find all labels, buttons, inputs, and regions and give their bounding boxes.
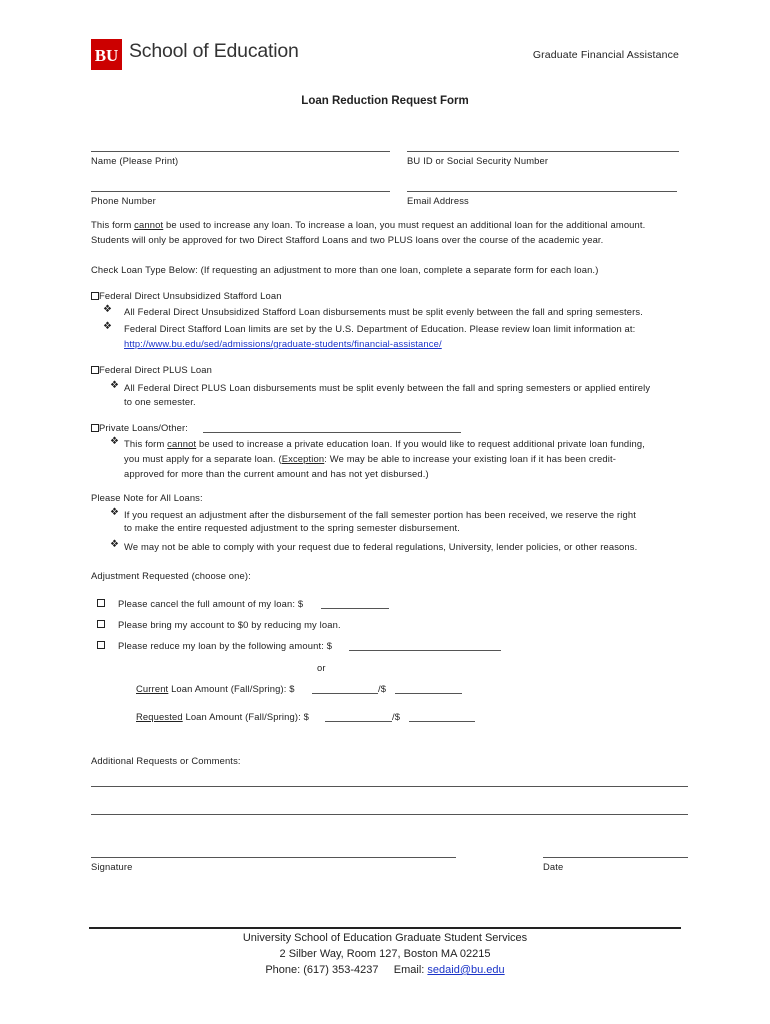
adjust-option-zero: Please bring my account to $0 by reducing my loan. [118,619,341,630]
signature-line[interactable] [91,857,456,858]
plus-option[interactable]: Federal Direct PLUS Loan [91,364,212,375]
private-option[interactable]: Private Loans/Other: [91,422,188,433]
stafford-link[interactable]: http://www.bu.edu/sed/admissions/graduate-students/financial-assistance/ [124,338,442,349]
plus-bullet-1-line-1: All Federal Direct PLUS Loan disbursements must be split evenly between the fall and spring semesters or applied entirely [124,382,651,393]
note-bullet-2: We may not be able to comply with your request due to federal regulations, University, lender policies, or other reasons. [124,541,638,552]
diamond-bullet-icon: ❖ [110,539,119,550]
date-label: Date [543,861,564,872]
checkbox-icon[interactable] [91,292,99,300]
requested-spring-line[interactable] [409,721,475,722]
adjustment-title: Adjustment Requested (choose one): [91,570,251,581]
signature-label: Signature [91,861,133,872]
diamond-bullet-icon: ❖ [110,436,119,447]
bu-logo-badge: BU [91,39,122,70]
checkbox-icon[interactable] [97,620,105,628]
current-spring-line[interactable] [395,693,462,694]
name-label: Name (Please Print) [91,155,179,166]
intro-line-1: This form cannot be used to increase any loan. To increase a loan, you must request an additional loan for the additional amount. [91,219,646,230]
email-line[interactable] [407,191,677,192]
footer-line-3 [0,964,770,976]
office-name: Graduate Financial Assistance [532,49,679,61]
private-other-line[interactable] [203,432,461,433]
footer-rule [89,927,681,929]
intro-line-2: Students will only be approved for two Direct Stafford Loans and two PLUS loans over the course of the academic year. [91,234,604,245]
footer-email-label: Email: [393,964,428,976]
school-name: School of Education [129,40,299,62]
date-line[interactable] [543,857,688,858]
form-title: Loan Reduction Request Form [301,95,469,107]
comments-label: Additional Requests or Comments: [91,755,241,766]
private-line-3: approved for more than the current amount and has not yet disbursed.) [124,468,429,479]
current-fall-line[interactable] [312,693,378,694]
footer-line-2: 2 Silber Way, Room 127, Boston MA 02215 [279,948,491,960]
private-line-2: you must apply for a separate loan. (Exception: We may be able to increase your existing loan if it has been credit- [124,453,616,464]
bu-id-label: BU ID or Social Security Number [407,155,549,166]
checkbox-icon[interactable] [91,366,99,374]
cancel-amount-line[interactable] [321,608,389,609]
diamond-bullet-icon: ❖ [103,304,112,315]
private-line-1: This form cannot be used to increase a private education loan. If you would like to request additional private loan funding, [124,438,646,449]
comments-line-2[interactable] [91,814,688,815]
checkbox-icon[interactable] [97,641,105,649]
note-bullet-1-line-1: If you request an adjustment after the disbursement of the fall semester portion has been received, we reserve the right [124,509,637,520]
plus-bullet-1-line-2: to one semester. [124,396,196,407]
footer-line-1: University School of Education Graduate Student Services [242,932,528,944]
requested-fall-line[interactable] [325,721,392,722]
email-label: Email Address [407,195,469,206]
footer-phone: Phone: (617) 353-4237 [265,964,379,976]
stafford-bullet-1: All Federal Direct Unsubsidized Stafford Loan disbursements must be split evenly between the fall and spring semesters. [124,306,643,317]
diamond-bullet-icon: ❖ [103,321,112,332]
note-title: Please Note for All Loans: [91,492,203,503]
bu-id-line[interactable] [407,151,679,152]
diamond-bullet-icon: ❖ [110,380,119,391]
checkbox-icon[interactable] [97,599,105,607]
footer-email-link[interactable]: sedaid@bu.edu [427,964,505,976]
requested-slash: /$ [392,711,401,722]
or-text: or [317,662,326,673]
adjust-option-cancel: Please cancel the full amount of my loan: $ [118,598,304,609]
reduce-amount-line[interactable] [349,650,501,651]
note-bullet-1-line-2: to make the entire requested adjustment to the spring semester disbursement. [124,522,461,533]
name-line[interactable] [91,151,390,152]
phone-label: Phone Number [91,195,156,206]
stafford-bullet-2: Federal Direct Stafford Loan limits are set by the U.S. Department of Education. Please review loan limit information at: [124,323,636,334]
comments-line-1[interactable] [91,786,688,787]
check-type-instruction: Check Loan Type Below: (If requesting an adjustment to more than one loan, complete a separate form for each loan.) [91,264,599,275]
current-amount-label: Current Loan Amount (Fall/Spring): $ [136,683,295,694]
requested-amount-label: Requested Loan Amount (Fall/Spring): $ [136,711,309,722]
current-slash: /$ [378,683,387,694]
adjust-option-reduce: Please reduce my loan by the following amount: $ [118,640,333,651]
stafford-option[interactable]: Federal Direct Unsubsidized Stafford Loan [91,290,282,301]
phone-line[interactable] [91,191,390,192]
diamond-bullet-icon: ❖ [110,507,119,518]
checkbox-icon[interactable] [91,424,99,432]
